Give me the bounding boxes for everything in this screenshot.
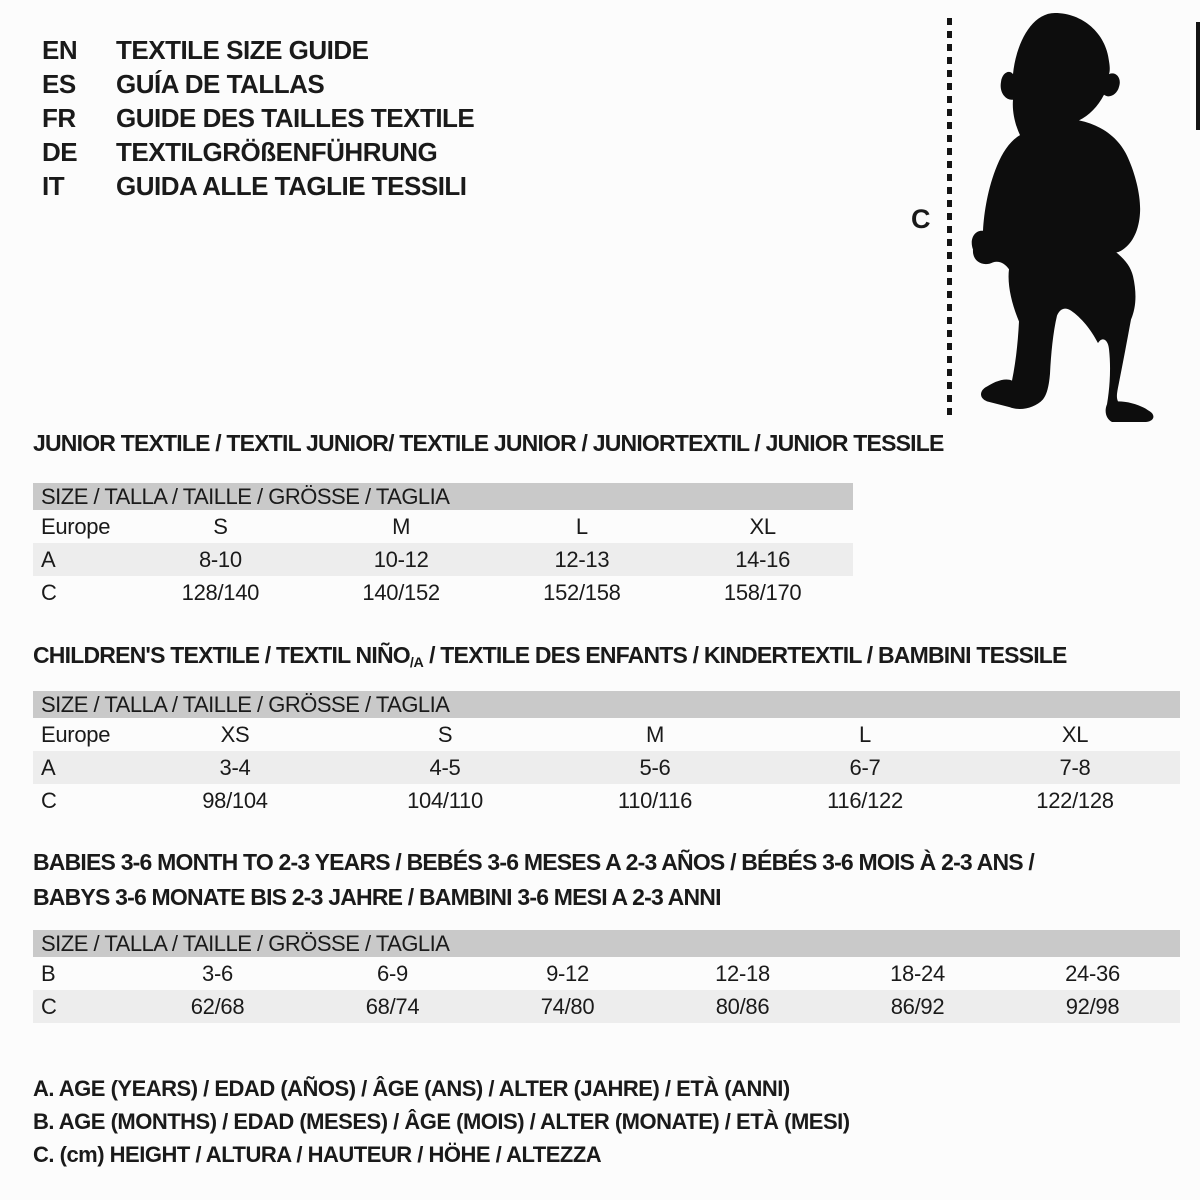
- size-cell: 4-5: [429, 754, 461, 780]
- babies-row-b: [33, 957, 1180, 990]
- language-row-fr: [42, 101, 474, 135]
- size-cell: 92/98: [1065, 993, 1120, 1019]
- guide-title-it: GUIDA ALLE TAGLIE TESSILI: [116, 170, 467, 201]
- size-cell: 104/110: [407, 787, 483, 813]
- junior-row-c: [33, 576, 853, 609]
- language-code: ES: [42, 68, 76, 99]
- size-bar: SIZE / TALLA / TAILLE / GRÖSSE / TAGLIA: [33, 930, 1180, 957]
- page-edge-mark: [1196, 22, 1200, 130]
- babies-section-title-line2: BABYS 3-6 MONATE BIS 2-3 JAHRE / BAMBINI 3-6 MESI A 2-3 ANNI: [33, 884, 721, 910]
- row-label: A: [41, 754, 56, 780]
- size-cell: 140/152: [362, 579, 440, 605]
- size-cell: 110/116: [617, 787, 693, 813]
- size-cell: 8-10: [198, 546, 242, 572]
- babies-size-table: [33, 930, 1180, 1023]
- children-row-c: [33, 784, 1180, 817]
- size-cell: 24-36: [1065, 960, 1120, 986]
- babies-section-title-line1: BABIES 3-6 MONTH TO 2-3 YEARS / BEBÉS 3-6 MESES A 2-3 AÑOS / BÉBÉS 3-6 MOIS À 2-3 ANS /: [33, 849, 1035, 875]
- column-header: M: [392, 513, 411, 539]
- junior-column-header-row: [33, 510, 853, 543]
- guide-title-en: TEXTILE SIZE GUIDE: [116, 34, 369, 65]
- toddler-silhouette-icon: [960, 10, 1160, 424]
- language-code: DE: [42, 136, 78, 167]
- column-header: XL: [749, 513, 776, 539]
- row-label: C: [41, 579, 57, 605]
- size-cell: 152/158: [543, 579, 621, 605]
- junior-section-title: JUNIOR TEXTILE / TEXTIL JUNIOR/ TEXTILE JUNIOR / JUNIORTEXTIL / JUNIOR TESSILE: [33, 430, 944, 456]
- children-title-subscript: /A: [409, 654, 424, 671]
- size-cell: 12-18: [715, 960, 770, 986]
- row-label: C: [41, 787, 57, 813]
- region-label: Europe: [41, 721, 111, 747]
- column-header: L: [859, 721, 871, 747]
- guide-title-fr: GUIDE DES TAILLES TEXTILE: [116, 102, 475, 133]
- size-cell: 116/122: [827, 787, 903, 813]
- size-cell: 9-12: [546, 960, 589, 986]
- children-column-header-row: [33, 718, 1180, 751]
- size-cell: 6-9: [377, 960, 408, 986]
- measurement-legend: [33, 1072, 850, 1171]
- legend-line-c: C. (cm) HEIGHT / ALTURA / HAUTEUR / HÖHE / ALTEZZA: [33, 1141, 602, 1167]
- column-header: M: [645, 721, 665, 747]
- language-row-de: [42, 135, 474, 169]
- junior-row-a: [33, 543, 853, 576]
- size-cell: 98/104: [202, 787, 268, 813]
- legend-line-b: B. AGE (MONTHS) / EDAD (MESES) / ÂGE (MOIS) / ALTER (MONATE) / ETÀ (MESI): [33, 1108, 850, 1134]
- height-measure-dashed-line: [947, 18, 952, 415]
- size-cell: 3-6: [202, 960, 233, 986]
- size-cell: 14-16: [735, 546, 791, 572]
- size-cell: 5-6: [639, 754, 671, 780]
- language-row-en: [42, 33, 474, 67]
- size-cell: 122/128: [1036, 787, 1114, 813]
- guide-title-de: TEXTILGRÖßENFÜHRUNG: [116, 136, 438, 167]
- guide-title-es: GUÍA DE TALLAS: [116, 68, 325, 99]
- height-measure-label: C: [911, 204, 931, 234]
- language-code: EN: [42, 34, 78, 65]
- language-row-es: [42, 67, 474, 101]
- size-cell: 6-7: [849, 754, 881, 780]
- legend-line-a: A. AGE (YEARS) / EDAD (AÑOS) / ÂGE (ANS) / ALTER (JAHRE) / ETÀ (ANNI): [33, 1075, 790, 1101]
- size-cell: 158/170: [723, 579, 802, 605]
- size-cell: 10-12: [373, 546, 429, 572]
- children-size-table: [33, 691, 1180, 817]
- row-label: A: [41, 546, 56, 572]
- size-cell: 12-13: [554, 546, 610, 572]
- column-header: L: [575, 513, 588, 539]
- size-bar: SIZE / TALLA / TAILLE / GRÖSSE / TAGLIA: [33, 691, 1180, 718]
- size-cell: 86/92: [890, 993, 945, 1019]
- children-row-a: [33, 751, 1180, 784]
- language-title-list: [42, 33, 474, 203]
- language-code: FR: [42, 102, 76, 133]
- size-cell: 7-8: [1059, 754, 1091, 780]
- row-label: C: [41, 993, 57, 1019]
- region-label: Europe: [41, 513, 111, 539]
- size-cell: 128/140: [181, 579, 260, 605]
- column-header: XS: [220, 721, 250, 747]
- children-title-pre: CHILDREN'S TEXTILE / TEXTIL NIÑO: [33, 642, 410, 668]
- size-cell: 18-24: [890, 960, 945, 986]
- babies-row-c: [33, 990, 1180, 1023]
- language-row-it: [42, 169, 474, 203]
- children-section-title: [33, 642, 1067, 676]
- size-cell: 80/86: [715, 993, 770, 1019]
- column-header: S: [437, 721, 453, 747]
- column-header: S: [213, 513, 228, 539]
- children-title-post: / TEXTILE DES ENFANTS / KINDERTEXTIL / BAMBINI TESSILE: [423, 642, 1067, 668]
- row-label: B: [41, 960, 56, 986]
- size-cell: 3-4: [219, 754, 251, 780]
- size-cell: 68/74: [365, 993, 420, 1019]
- language-code: IT: [42, 170, 65, 201]
- junior-size-table: [33, 483, 853, 609]
- size-cell: 62/68: [190, 993, 245, 1019]
- size-cell: 74/80: [540, 993, 595, 1019]
- size-bar: SIZE / TALLA / TAILLE / GRÖSSE / TAGLIA: [33, 483, 853, 510]
- column-header: XL: [1061, 721, 1089, 747]
